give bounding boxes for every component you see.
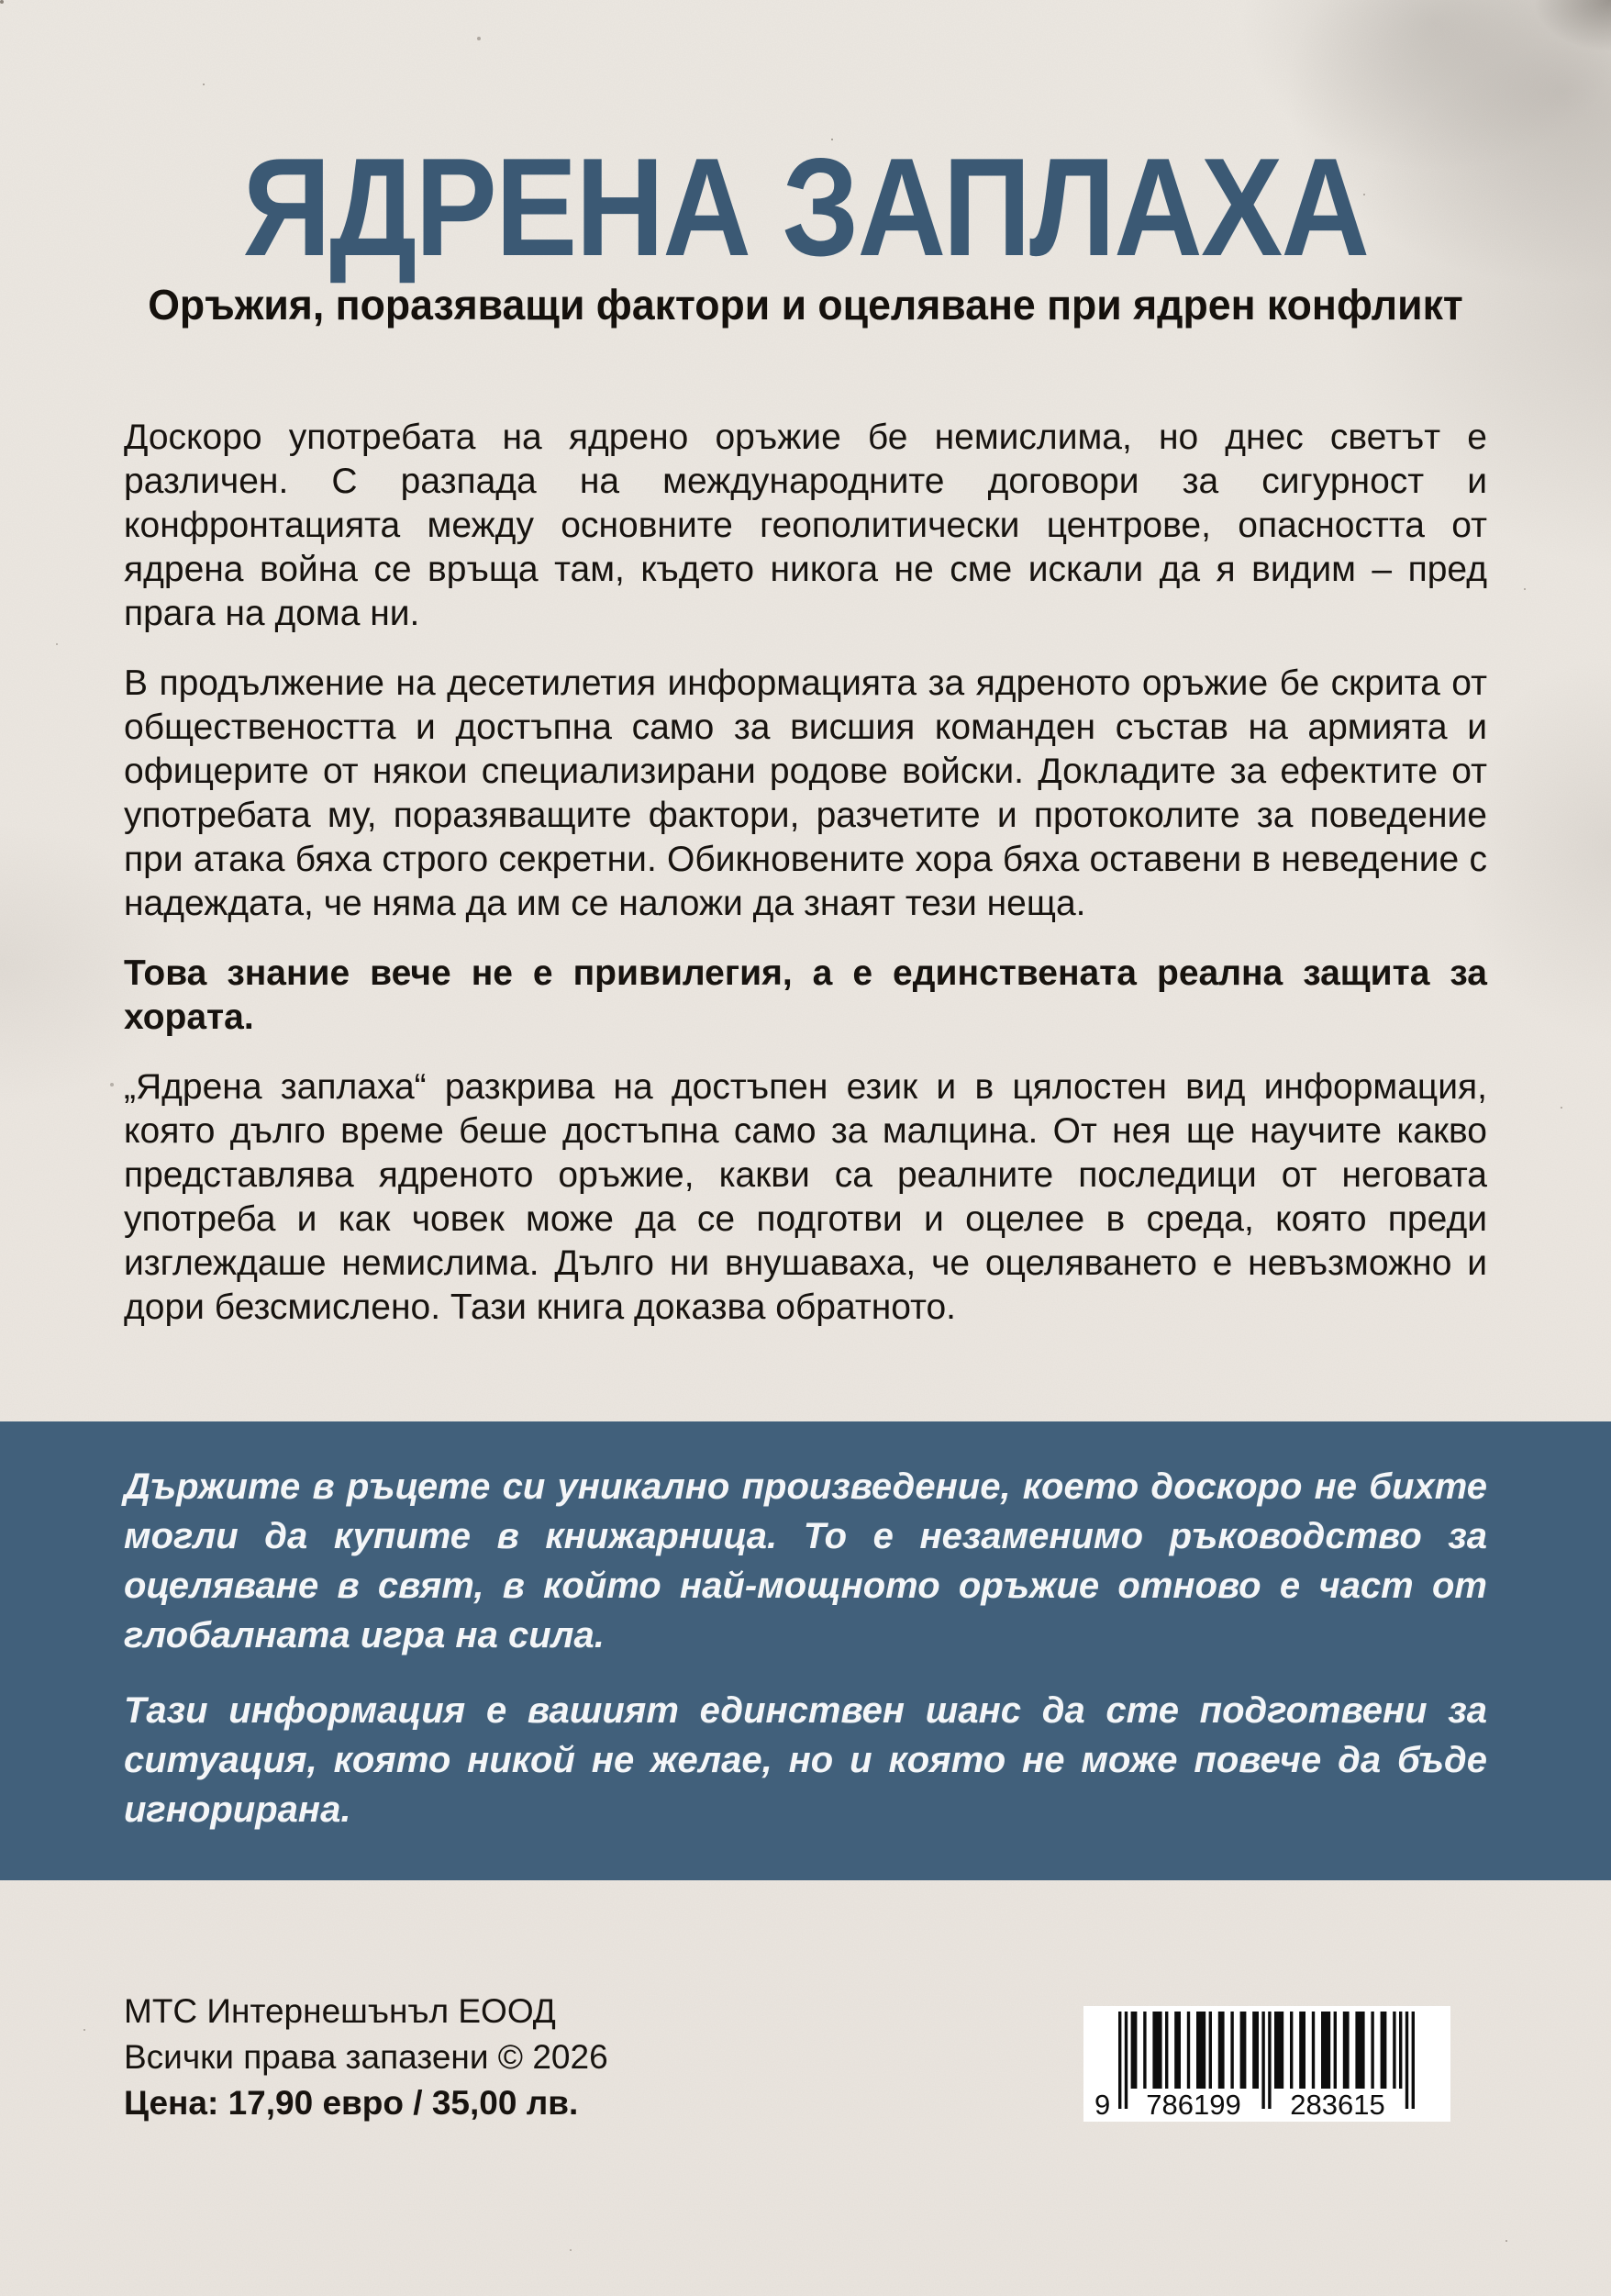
barcode-digits-right: 283615 <box>1290 2088 1385 2121</box>
publisher-name: МТС Интернешънъл ЕООД <box>124 1991 556 2030</box>
barcode-digits-left: 786199 <box>1146 2088 1241 2121</box>
body-paragraph-emphasis: Това знание вече не е привилегия, а е единствената реална защита за хората. <box>124 953 1487 1037</box>
highlight-band <box>0 1421 1611 1880</box>
barcode-digit-lead: 9 <box>1094 2088 1111 2121</box>
book-subtitle: Оръжия, поразяващи фактори и оцеляване при ядрен конфликт <box>148 281 1463 329</box>
body-paragraph-1: Доскоро употребата на ядрено оръжие бе немислима, но днес светът е различен. С разпада на международните договори за сигурност и конфронтацията между основните геополитически центрове, опасността от ядрена война се връща там, където никога не сме искали да я видим – пред прага на дома ни. <box>124 417 1487 633</box>
annotation-text <box>124 416 1487 1330</box>
book-title: ЯДРЕНА ЗАПЛАХА <box>242 129 1369 285</box>
imprint-block <box>124 1989 608 2126</box>
band-paragraph-1: Държите в ръцете си уникално произведение, което доскоро не бихте могли да купите в книжарница. То е незаменимо ръководство за оцеляване в свят, в който най-мощното оръжие отново е част от глобалната игра на сила. <box>124 1466 1487 1655</box>
price-line: Цена: 17,90 евро / 35,00 лв. <box>124 2083 579 2122</box>
footer <box>124 1989 1487 2126</box>
band-paragraph-2: Тази информация е вашият единствен шанс да сте подготвени за ситуация, която никой не желае, но и която не може повече да бъде игнорирана. <box>124 1689 1487 1830</box>
barcode <box>1083 2006 1450 2126</box>
body-paragraph-2: В продължение на десетилетия информацията за ядреното оръжие бе скрита от обществеността и достъпна само за висшия команден състав на армията и офицерите от някои специализирани родове войски. Докладите за ефектите от употребата му, поразяващите фактори, разчетите и протоколите за поведение при атака бяха строго секретни. Обикновените хора бяха оставени в неведение с надеждата, че няма да им се наложи да знаят тези неща. <box>124 663 1487 923</box>
copyright-line: Всички права запазени © 2026 <box>124 2037 608 2076</box>
barcode-graphic <box>1083 2006 1450 2122</box>
body-paragraph-3: „Ядрена заплаха“ разкрива на достъпен език и в цялостен вид информация, която дълго време беше достъпна само за малцина. От нея ще научите какво представлява ядреното оръжие, какви са реалните последици от неговата употреба и как човек може да се подготви и оцелее в среда, която преди изглеждаше немислима. Дълго ни внушаваха, че оцеляването е невъзможно и дори безсмислено. Тази книга доказва обратното. <box>124 1066 1487 1327</box>
